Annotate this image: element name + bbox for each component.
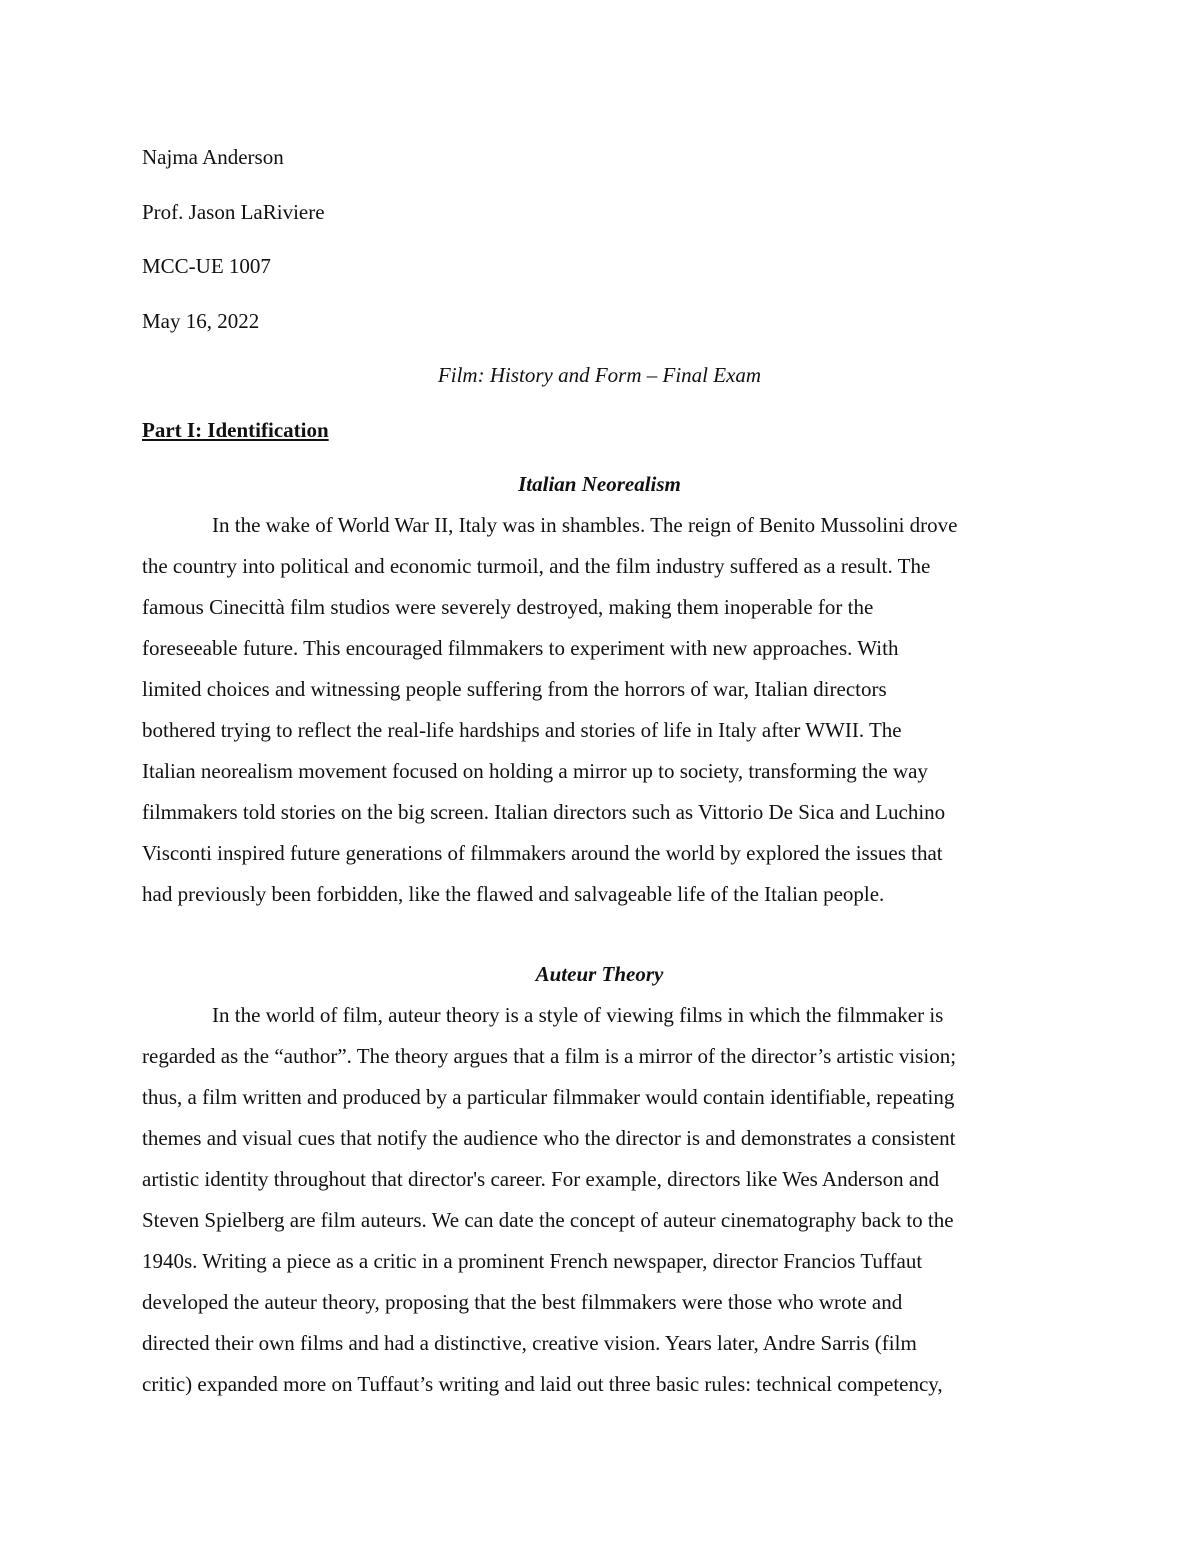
paragraph-line: bothered trying to reflect the real-life hardships and stories of life in Italy after WWII. The bbox=[142, 718, 902, 742]
paragraph-line: regarded as the “author”. The theory argues that a film is a mirror of the director’s artistic vision; bbox=[142, 1044, 957, 1068]
paragraph-line: artistic identity throughout that director's career. For example, directors like Wes Anderson and bbox=[142, 1167, 940, 1191]
paragraph-line: limited choices and witnessing people suffering from the horrors of war, Italian directors bbox=[142, 677, 887, 701]
paragraph-line: foreseeable future. This encouraged filmmakers to experiment with new approaches. With bbox=[142, 636, 899, 660]
document-body bbox=[142, 137, 1057, 1405]
paragraph-line: famous Cinecittà film studios were severely destroyed, making them inoperable for the bbox=[142, 595, 874, 619]
student-name: Najma Anderson bbox=[142, 145, 284, 169]
paragraph-line: In the world of film, auteur theory is a style of viewing films in which the filmmaker is bbox=[212, 1003, 944, 1027]
section-heading-auteur-theory: Auteur Theory bbox=[535, 962, 664, 986]
document-title: Film: History and Form – Final Exam bbox=[437, 363, 762, 387]
section-heading-italian-neorealism: Italian Neorealism bbox=[518, 472, 681, 496]
course-code: MCC-UE 1007 bbox=[142, 254, 271, 278]
paragraph-line: filmmakers told stories on the big screen. Italian directors such as Vittorio De Sica and Luchino bbox=[142, 800, 946, 824]
paragraph-line: developed the auteur theory, proposing that the best filmmakers were those who wrote and bbox=[142, 1290, 903, 1314]
paragraph-line: 1940s. Writing a piece as a critic in a prominent French newspaper, director Francios Tuffaut bbox=[142, 1249, 923, 1273]
paragraph-line: Italian neorealism movement focused on holding a mirror up to society, transforming the way bbox=[142, 759, 928, 783]
professor-name: Prof. Jason LaRiviere bbox=[142, 199, 325, 224]
paragraph-line: In the wake of World War II, Italy was in shambles. The reign of Benito Mussolini drove bbox=[212, 513, 958, 537]
paragraph-line: Visconti inspired future generations of filmmakers around the world by explored the issues that bbox=[142, 841, 943, 865]
document-date: May 16, 2022 bbox=[142, 308, 260, 333]
paragraph-italian-neorealism bbox=[142, 505, 1057, 915]
paragraph-line: had previously been forbidden, like the flawed and salvageable life of the Italian people. bbox=[142, 882, 885, 906]
paragraph-line: Steven Spielberg are film auteurs. We can date the concept of auteur cinematography back to the bbox=[142, 1208, 954, 1232]
part-heading: Part I: Identification bbox=[142, 417, 329, 442]
paragraph-line: themes and visual cues that notify the audience who the director is and demonstrates a consistent bbox=[142, 1126, 956, 1150]
paragraph-auteur-theory bbox=[142, 995, 1057, 1405]
section-spacer bbox=[142, 915, 1057, 954]
paragraph-line: thus, a film written and produced by a particular filmmaker would contain identifiable, repeating bbox=[142, 1085, 955, 1109]
paragraph-line: the country into political and economic turmoil, and the film industry suffered as a result. The bbox=[142, 554, 931, 578]
paragraph-line: critic) expanded more on Tuffaut’s writing and laid out three basic rules: technical competency, bbox=[142, 1372, 943, 1396]
paragraph-line: directed their own films and had a distinctive, creative vision. Years later, Andre Sarris (film bbox=[142, 1331, 917, 1355]
